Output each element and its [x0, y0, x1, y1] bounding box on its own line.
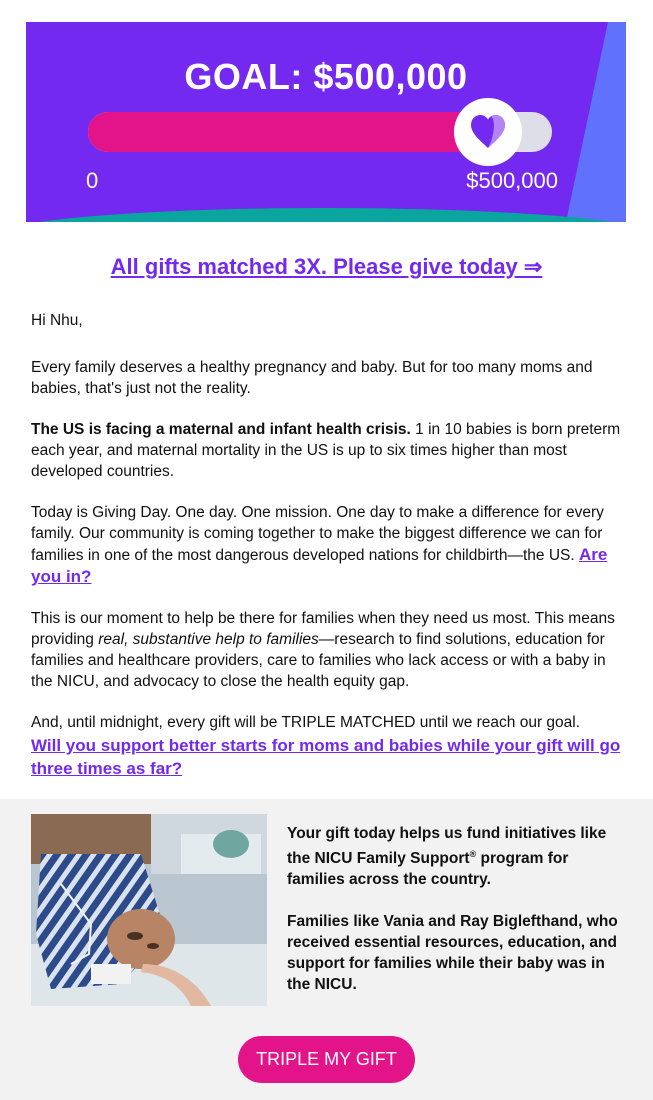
greeting: Hi Nhu,: [31, 312, 83, 329]
paragraph-4: [31, 608, 626, 692]
giving-day-text: Today is Giving Day. One day. One mission. One day to make a difference for every family. Our community is coming together to make the biggest difference we can for families in one of the most dangerous developed nations for childbirth—the US.: [31, 504, 604, 564]
paragraph-5: [31, 712, 626, 780]
headline: [0, 254, 653, 280]
paragraph-2: [31, 419, 626, 482]
progress-fill: [88, 112, 487, 152]
progress-max-label: $500,000: [466, 168, 558, 193]
crisis-statement: The US is facing a maternal and infant health crisis.: [31, 421, 411, 438]
triple-match-text: And, until midnight, every gift will be TRIPLE MATCHED until we reach our goal.: [31, 714, 581, 731]
progress-min-label: 0: [86, 168, 99, 193]
feature-paragraph-1: [287, 823, 627, 890]
triple-my-gift-button[interactable]: TRIPLE MY GIFT: [238, 1036, 415, 1083]
feature-text-start: Your gift today helps us fund initiatives like the NICU Family Support: [287, 825, 607, 868]
heart-icon: [468, 112, 508, 152]
feature-section: [0, 799, 653, 1100]
moment-text-end: —research to find solutions, education for families and healthcare providers, care to families who lack access or with a baby in the NICU, and advocacy to close the health equity gap.: [31, 631, 606, 690]
feature-text-end: program for families across the country.: [287, 850, 569, 889]
email-body: [31, 310, 626, 780]
banner-teal-wave: [26, 208, 626, 222]
support-link[interactable]: Will you support better starts for moms and babies while your gift will go three times as far?: [31, 736, 621, 778]
crisis-details: 1 in 10 babies is born preterm each year, and maternal mortality in the US is up to six times higher than most developed countries.: [31, 421, 621, 480]
are-you-in-link[interactable]: Are you in?: [31, 545, 608, 586]
goal-title: GOAL: $500,000: [184, 56, 468, 97]
registered-mark: ®: [469, 849, 477, 859]
give-today-link[interactable]: All gifts matched 3X. Please give today ⇒: [110, 254, 543, 279]
feature-paragraph-2: Families like Vania and Ray Biglefthand, who received essential resources, education, and support for families while their baby was in the NICU.: [287, 913, 618, 994]
goal-banner: [26, 22, 626, 222]
moment-text-start: This is our moment to help be there for families when they need us most. This means providing: [31, 610, 615, 648]
progress-knob: [454, 98, 522, 166]
banner-accent-stripe: [566, 22, 626, 222]
paragraph-1: Every family deserves a healthy pregnancy and baby. But for too many moms and babies, that's just not the reality.: [31, 359, 593, 397]
feature-text: [287, 823, 627, 1016]
nicu-baby-photo: [31, 814, 267, 1006]
paragraph-3: [31, 502, 626, 588]
moment-text-emphasis: real, substantive help to families: [98, 631, 319, 648]
